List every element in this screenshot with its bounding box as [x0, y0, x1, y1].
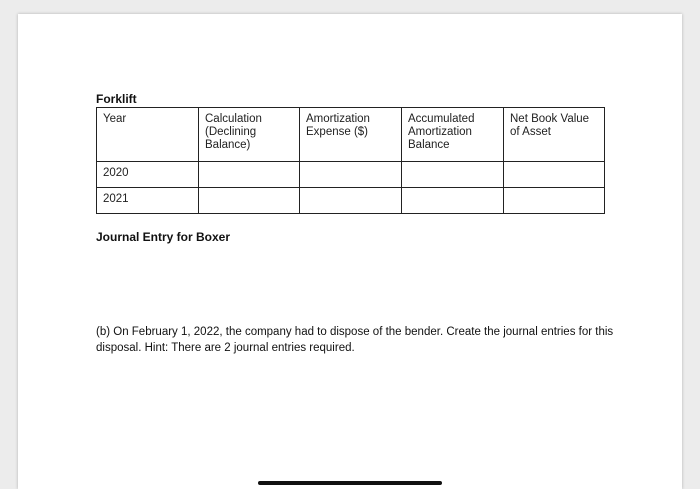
- forklift-title: Forklift: [96, 92, 137, 106]
- table-header-row: [97, 108, 605, 162]
- forklift-amortization-table: [96, 107, 605, 214]
- header-year: Year: [97, 108, 199, 162]
- table-cell: [300, 162, 402, 188]
- table-cell: [504, 188, 605, 214]
- table-cell: [504, 162, 605, 188]
- home-indicator[interactable]: [258, 481, 442, 485]
- document-page: [18, 14, 682, 489]
- table-cell: [402, 188, 504, 214]
- header-calculation: Calculation (Declining Balance): [199, 108, 300, 162]
- table-cell: [199, 188, 300, 214]
- header-amortization-expense: Amortization Expense ($): [300, 108, 402, 162]
- table-row: [97, 162, 605, 188]
- table-cell: [300, 188, 402, 214]
- question-b-text: (b) On February 1, 2022, the company had to dispose of the bender. Create the journal entries for this disposal. Hint: There are 2 journal entries required.: [96, 326, 614, 354]
- row-year-cell: 2020: [97, 162, 199, 188]
- header-accumulated-amortization: Accumulated Amortization Balance: [402, 108, 504, 162]
- table-cell: [402, 162, 504, 188]
- journal-entry-title: Journal Entry for Boxer: [96, 230, 231, 244]
- row-year-cell: 2021: [97, 188, 199, 214]
- header-net-book-value: Net Book Value of Asset: [504, 108, 605, 162]
- table-row: [97, 188, 605, 214]
- table-cell: [199, 162, 300, 188]
